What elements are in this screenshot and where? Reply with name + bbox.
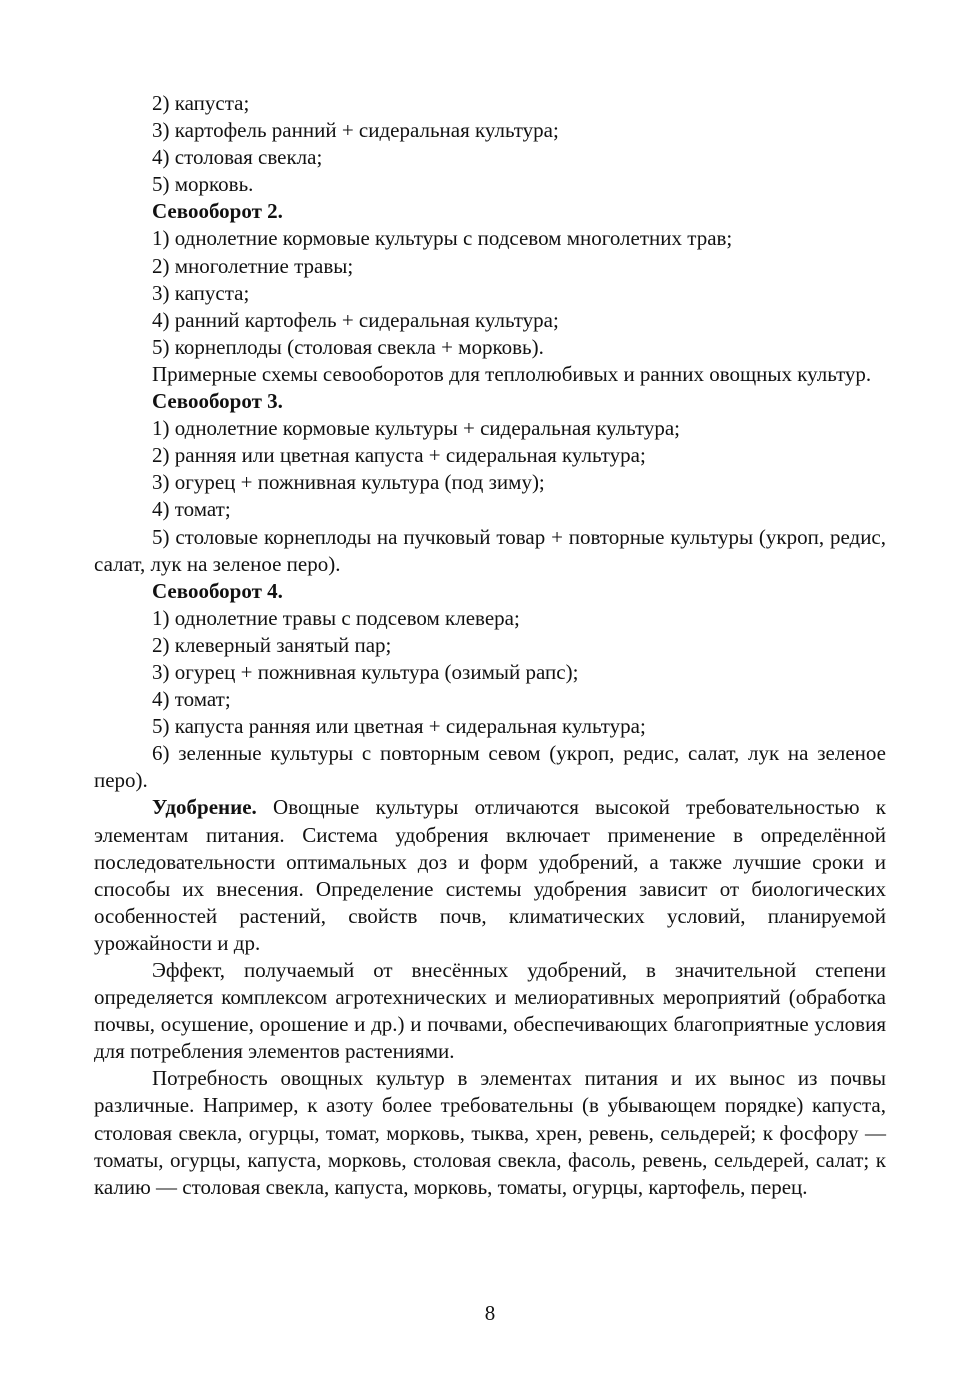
- fertilizer-lead: Удобрение.: [152, 795, 257, 820]
- list-item: 1) однолетние кормовые культуры + сидеральная культура;: [152, 416, 680, 441]
- list-item: 3) капуста;: [152, 280, 250, 305]
- list-item: 2) капуста;: [152, 91, 250, 115]
- list-item: 1) однолетние кормовые культуры с подсевом многолетних трав;: [152, 226, 733, 251]
- list-item: 5) капуста ранняя или цветная + сидеральная культура;: [152, 714, 646, 739]
- effect-paragraph: Эффект, получаемый от внесённых удобрений, в значительной степени определяется комплексом агротехнических и мелиоративных мероприятий (обработка почвы, осушение, орошение и др.) и почвами, обеспечивающих благоприятные условия для потребления элементов растениями.: [94, 958, 886, 1064]
- list-item: 1) однолетние травы с подсевом клевера;: [152, 605, 520, 630]
- list-item: 3) огурец + пожнивная культура (под зиму);: [152, 470, 545, 495]
- list-item: 2) многолетние травы;: [152, 253, 354, 278]
- page-number: 8: [484, 1301, 496, 1325]
- rotation-4-title: Севооборот 4.: [152, 578, 283, 603]
- list-item: 3) огурец + пожнивная культура (озимый рапс);: [152, 659, 579, 684]
- list-item: 5) морковь.: [152, 172, 254, 197]
- list-item: 3) картофель ранний + сидеральная культура;: [152, 118, 559, 143]
- schemes-intro-paragraph: Примерные схемы севооборотов для теплолюбивых и ранних овощных культур.: [152, 361, 872, 386]
- fertilizer-text: Овощные культуры отличаются высокой требовательностью к элементам питания. Система удобрения включает применение в определённой последовательности оптимальных доз и форм удобрений, а также лучшие сроки и способы их внесения. Определение системы удобрения зависит от биологических особенностей растений, свойств почв, климатических условий, планируемой урожайности и др.: [94, 795, 886, 955]
- list-item: 4) ранний картофель + сидеральная культура;: [152, 307, 559, 332]
- list-item-wrapped: 5) столовые корнеплоды на пучковый товар + повторные культуры (укроп, редис, салат, лук на зеленое перо).: [94, 524, 886, 576]
- list-item: 4) томат;: [152, 687, 231, 712]
- needs-paragraph: Потребность овощных культур в элементах питания и их вынос из почвы различные. Например, к азоту более требовательны (в убывающем порядке) капуста, столовая свекла, огурцы, томат, морковь, тыква, хрен, ревень, сельдерей; к фосфору — томаты, огурцы, капуста, морковь, столовая свекла, фасоль, ревень, сельдерей, салат; к калию — столовая свекла, капуста, морковь, томаты, огурцы, картофель, перец.: [94, 1066, 886, 1199]
- list-item: 2) ранняя или цветная капуста + сидеральная культура;: [152, 443, 646, 468]
- list-item: 4) томат;: [152, 497, 231, 522]
- list-item: 2) клеверный занятый пар;: [152, 632, 392, 657]
- list-item-wrapped: 6) зеленные культуры с повторным севом (укроп, редис, салат, лук на зеленое перо).: [94, 741, 886, 793]
- fertilizer-paragraph: [94, 794, 886, 957]
- document-page: [94, 90, 886, 1201]
- rotation-3-title: Севооборот 3.: [152, 389, 283, 414]
- list-item: 4) столовая свекла;: [152, 145, 323, 170]
- rotation-2-title: Севооборот 2.: [152, 199, 283, 224]
- list-item: 5) корнеплоды (столовая свекла + морковь).: [152, 334, 544, 359]
